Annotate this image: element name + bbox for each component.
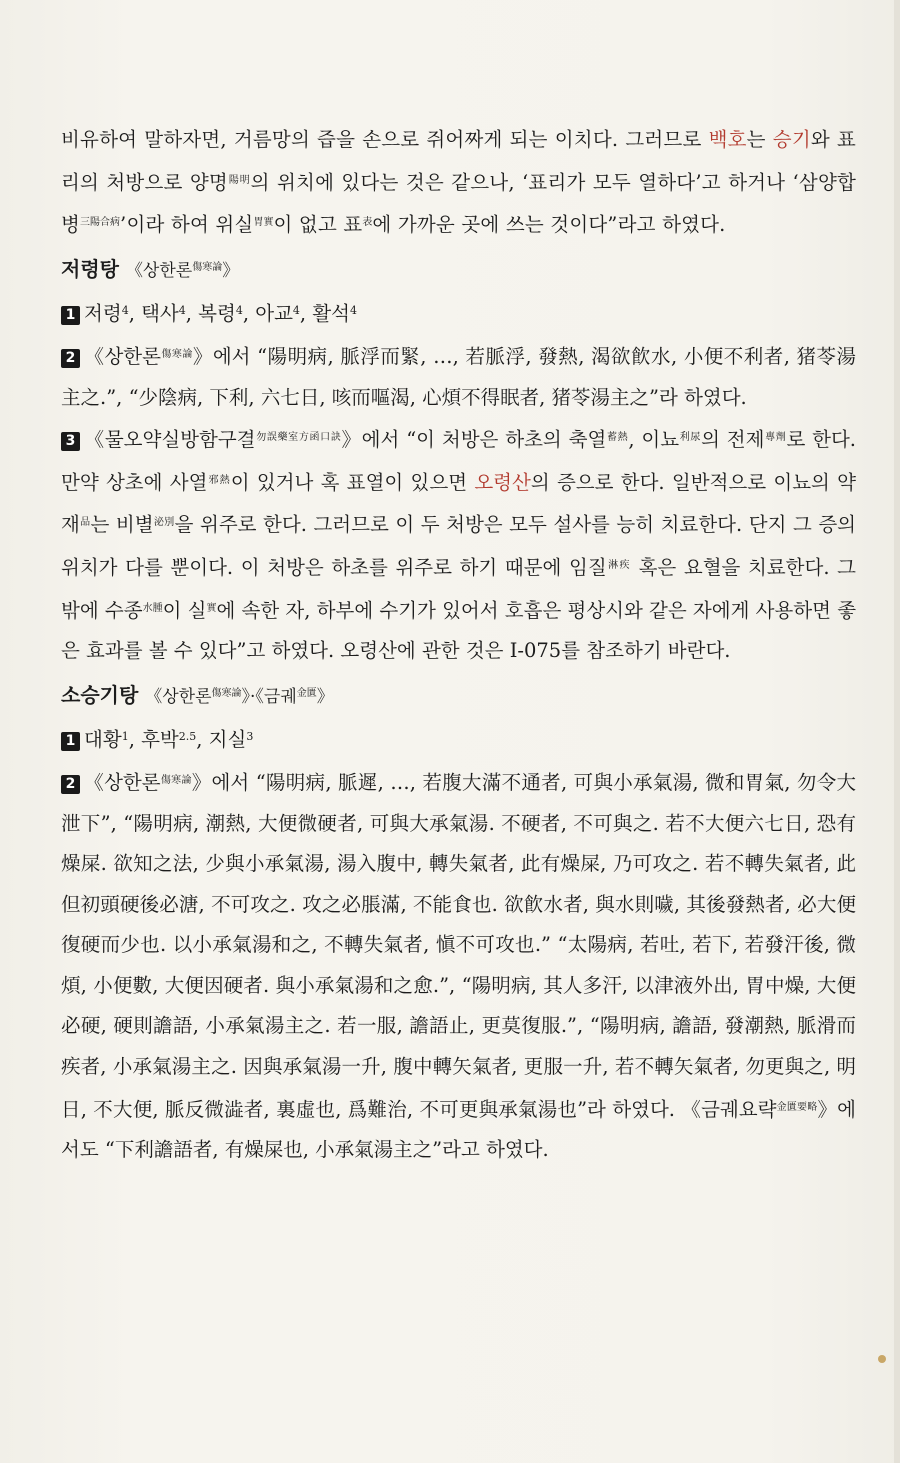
text-run: 는 — [746, 128, 773, 151]
prescription-name: 소승기탕 — [61, 682, 139, 707]
paper-stain — [878, 1355, 886, 1363]
highlight-term: 백호 — [708, 128, 747, 151]
source-reference: 《상한론$^{傷寒論}$》·《금궤$^{金匱}$》 — [145, 686, 334, 707]
highlight-term: 오령산 — [474, 470, 531, 494]
source-reference: 《상한론$^{傷寒論}$》 — [125, 260, 240, 281]
highlight-term: 승기 — [772, 128, 811, 151]
page-edge — [894, 0, 900, 1463]
number-marker-2: 2 — [61, 349, 80, 368]
ingredients-item: 1 대황$^1$, 후박$^{2.5}$, 지실$^3$ — [61, 717, 856, 761]
citation-item: 2 《상한론$^{傷寒論}$》에서 “陽明病, 脈遲, …, 若腹大滿不通者, 可與小承氣湯, 微和胃氣, 勿令大泄下”, “陽明病, 潮熱, 大便微硬者, 可與大承氣湯. 不硬者, 不可與之. 若不大便六七日, 恐有燥屎. 欲知之法, 少與小承氣湯, 湯入腹中, 轉失氣者, 此有燥屎, 乃可攻之. 若不轉失氣者, 此但初頭硬後必溏, 不可攻之. 攻之必脹滿, 不能食也. 欲飮水者, 與水則噦, 其後發熱者, 必大便復硬而少也. 以小承氣湯和之, 不轉失氣者, 愼不可攻也.” “太陽病, 若吐, 若下, 若發汗後, 微煩, 小便數, 大便因硬者. 與小承氣湯和之愈.”, “陽明病, 其人多汗, 以津液外出, 胃中燥, 大便必硬, 硬則譫語, 小承氣湯主之. 若一服, 譫語止, 更莫復服.”, “陽明病, 譫語, 發潮熱, 脈滑而疾者, 小承氣湯主之. 因與承氣湯一升, 腹中轉矢氣者, 更服一升, 若不轉矢氣者, 勿更與之, 明日, 不大便, 脈反微澁者, 裏虛也, 爲難治, 不可更與承氣湯也”라 하였다. 《금궤요략$^{金匱要略}$》에서도 “下利譫語者, 有燥屎也, 小承氣湯主之”라고 하였다. — [61, 770, 857, 1162]
hanja-gloss: 胃實 — [253, 217, 274, 229]
number-marker-3: 3 — [61, 432, 80, 451]
section-heading-jeoryeongtang — [61, 248, 856, 292]
text-run: 와 표리의 처방으로 양명 — [61, 128, 857, 194]
prescription-name: 저령탕 — [61, 256, 119, 281]
number-marker-1: 1 — [61, 306, 80, 325]
text-run: 이 없고 표 — [273, 213, 363, 237]
commentary-item: 3 《물오약실방함구결$^{勿誤藥室方函口訣}$》에서 “이 처방은 하초의 축열$^{蓄熱}$, 이뇨$^{利尿}$의 전제$^{專劑}$로 한다. 만약 상초에 사열$^{邪熱}$이 있거나 혹 표열이 있으면 오령산의 증으로 한다. 일반적으로 이뇨의 약재$^品$는 비별$^{泌別}$을 위주로 한다. 그러므로 이 두 처방은 모두 설사를 능히 치료한다. 단지 그 증의 위치가 다를 뿐이다. 이 처방은 하초를 위주로 하기 때문에 임질$^{淋疾}$ 혹은 요혈을 치료한다. 그 밖에 수종$^{水腫}$이 실$^實$에 속한 자, 하부에 수기가 있어서 호흡은 평상시와 같은 자에게 사용하면 좋은 효과를 볼 수 있다”고 하였다. 오령산에 관한 것은 Ⅰ-075를 참조하기 바란다. — [61, 428, 857, 663]
text-body — [61, 120, 856, 1171]
citation-item: 2 《상한론$^{傷寒論}$》에서 “陽明病, 脈浮而緊, …, 若脈浮, 發熱, 渴欲飮水, 小便不利者, 猪苓湯主之.”, “少陰病, 下利, 六七日, 咳而嘔渴, 心煩不得眠者, 猪苓湯主之”라 하였다. — [61, 344, 856, 409]
intro-paragraph — [61, 120, 856, 246]
text-run: ’이라 하여 위실 — [120, 213, 254, 237]
text-run: 의 위치에 있다는 것은 같으나, ‘표리가 모두 열하다’고 하거나 ‘삼양합병 — [61, 170, 857, 237]
ingredients-item: 1 저령$^4$, 택사$^4$, 복령$^4$, 아교$^4$, 활석$^4$ — [61, 291, 856, 335]
number-marker-2: 2 — [61, 775, 80, 794]
text-run: 에 가까운 곳에 쓰는 것이다”라고 하였다. — [372, 213, 726, 237]
hanja-gloss: 表 — [362, 217, 373, 229]
number-marker-1: 1 — [61, 732, 80, 751]
hanja-gloss: 陽明 — [227, 174, 251, 186]
section-heading-soseunggitang — [61, 674, 856, 718]
text-run: 비유하여 말하자면, 거름망의 즙을 손으로 쥐어짜게 되는 이치다. 그러므로 — [61, 128, 709, 151]
hanja-gloss: 三陽合病 — [80, 217, 121, 229]
